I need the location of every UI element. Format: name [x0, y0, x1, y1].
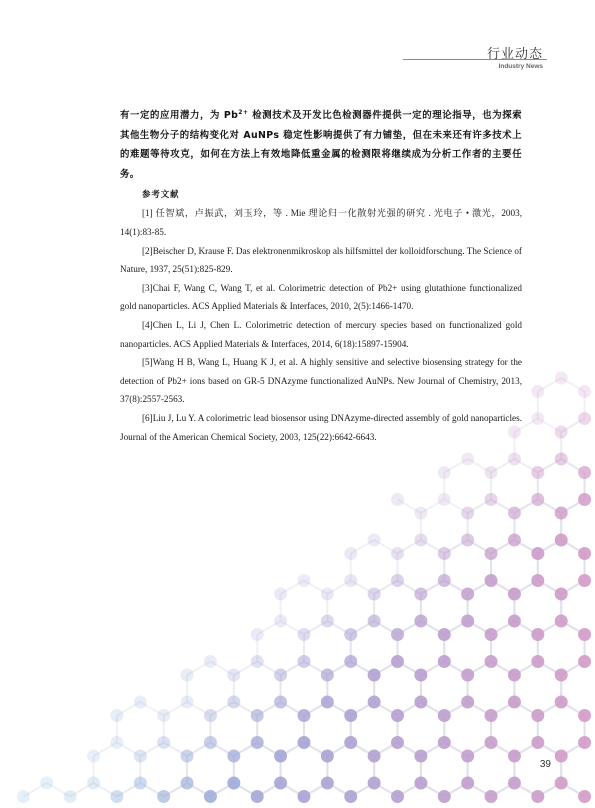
lattice-node: [555, 615, 568, 628]
reference-item: [4]Chen L, Li J, Chen L. Colorimetric detection of mercury species based on functionalized gold nanoparticles. ACS Applied Materials & Interfaces, 2014, 6(18):15897-15904.: [120, 319, 522, 349]
lattice-node: [274, 777, 287, 790]
lattice-node: [391, 736, 404, 749]
lattice-node: [578, 628, 591, 641]
lattice-node: [297, 574, 310, 587]
lattice-node: [368, 750, 381, 763]
lattice-node: [204, 709, 217, 722]
lattice-node: [321, 669, 334, 682]
header-rule: [403, 59, 547, 60]
lattice-node: [297, 628, 310, 641]
lattice-node: [508, 777, 521, 790]
lattice-node: [227, 750, 240, 763]
lattice-node: [438, 547, 451, 560]
lattice-node: [344, 790, 357, 803]
lattice-node: [438, 790, 451, 803]
lattice-node: [321, 588, 334, 601]
lattice-node: [414, 534, 427, 547]
article-content: [120, 106, 522, 446]
lattice-node: [204, 736, 217, 749]
lattice-node: [531, 790, 544, 803]
lattice-node: [297, 790, 310, 803]
lattice-node: [555, 534, 568, 547]
lattice-node: [157, 736, 170, 749]
lattice-node: [578, 385, 591, 398]
lattice-node: [531, 385, 544, 398]
superscript-charge: 2+: [238, 108, 249, 116]
lattice-node: [344, 655, 357, 668]
lattice-node: [485, 655, 498, 668]
lattice-node: [461, 696, 474, 709]
lattice-node: [578, 736, 591, 749]
lattice-node: [438, 709, 451, 722]
lattice-node: [461, 507, 474, 520]
lattice-node: [438, 493, 451, 506]
lattice-node: [251, 655, 264, 668]
lattice-node: [391, 655, 404, 668]
lattice-node: [110, 709, 123, 722]
lattice-node: [531, 736, 544, 749]
lattice-node: [204, 655, 217, 668]
lattice-node: [414, 750, 427, 763]
lattice-node: [578, 574, 591, 587]
lattice-node: [461, 453, 474, 466]
lattice-node: [344, 628, 357, 641]
lattice-node: [181, 669, 194, 682]
lattice-node: [508, 588, 521, 601]
lattice-node: [578, 466, 591, 479]
lattice-node: [508, 534, 521, 547]
lattice-node: [438, 628, 451, 641]
lattice-node: [485, 628, 498, 641]
lattice-node: [555, 777, 568, 790]
lattice-node: [274, 669, 287, 682]
lattice-node: [555, 750, 568, 763]
reference-item: [2]Beischer D, Krause F. Das elektronenmikroskop als hilfsmittel der kolloidforschung. The Science of Nature, 1937, 25(51):825-829.: [120, 245, 522, 275]
lattice-node: [555, 588, 568, 601]
lattice-node: [555, 507, 568, 520]
lattice-node: [555, 696, 568, 709]
lattice-node: [134, 750, 147, 763]
lattice-node: [227, 777, 240, 790]
lattice-node: [251, 709, 264, 722]
lattice-node: [555, 426, 568, 439]
lattice-node: [414, 777, 427, 790]
lattice-node: [508, 507, 521, 520]
lattice-node: [578, 790, 591, 803]
reference-item: [6]Liu J, Lu Y. A colorimetric lead biosensor using DNAzyme-directed assembly of gold nanoparticles. Journal of the American Chemical Society, 2003, 125(22):6642-6643.: [120, 412, 522, 442]
lattice-node: [251, 628, 264, 641]
lattice-node: [485, 709, 498, 722]
lattice-node: [531, 412, 544, 425]
lattice-node: [344, 736, 357, 749]
page-header-subtitle: Industry News: [498, 63, 543, 70]
page-header-title: 行业动态: [486, 47, 543, 62]
lattice-node: [274, 615, 287, 628]
reference-item: [5]Wang H B, Wang L, Huang K J, et al. A highly sensitive and selective biosensing strategy for the detection of Pb2+ ions based on GR-5 DNAzyme functionalized AuNPs. New Journal of Chemistry, 2013, 37(8):2557-2563.: [120, 357, 522, 405]
lattice-node: [87, 777, 100, 790]
lattice-node: [321, 696, 334, 709]
lattice-node: [391, 493, 404, 506]
lattice-node: [485, 493, 498, 506]
lattice-node: [110, 736, 123, 749]
lattice-node: [391, 628, 404, 641]
lattice-node: [368, 696, 381, 709]
lattice-node: [64, 790, 77, 803]
lattice-node: [461, 669, 474, 682]
lattice-node: [485, 574, 498, 587]
paragraph-text-start: 有一定的应用潜力，为 Pb: [120, 110, 239, 121]
lattice-node: [227, 696, 240, 709]
lattice-node: [297, 655, 310, 668]
lattice-node: [204, 790, 217, 803]
lattice-node: [391, 574, 404, 587]
lattice-node: [344, 547, 357, 560]
lattice-node: [531, 655, 544, 668]
lattice-node: [368, 777, 381, 790]
lattice-node: [181, 777, 194, 790]
lattice-node: [438, 466, 451, 479]
page-number: 39: [539, 759, 551, 770]
lattice-node: [414, 615, 427, 628]
lattice-node: [461, 777, 474, 790]
lattice-node: [531, 466, 544, 479]
lattice-node: [508, 615, 521, 628]
lattice-node: [274, 750, 287, 763]
lattice-node: [391, 709, 404, 722]
lattice-node: [414, 588, 427, 601]
lattice-node: [555, 669, 568, 682]
lattice-node: [181, 750, 194, 763]
lattice-node: [578, 412, 591, 425]
lattice-node: [368, 534, 381, 547]
lattice-node: [134, 696, 147, 709]
lattice-node: [17, 790, 30, 803]
lattice-node: [321, 750, 334, 763]
lattice-node: [297, 736, 310, 749]
lattice-node: [555, 453, 568, 466]
lattice-node: [485, 736, 498, 749]
lattice-node: [508, 696, 521, 709]
lattice-node: [157, 790, 170, 803]
lattice-node: [368, 588, 381, 601]
lattice-node: [274, 696, 287, 709]
lattice-node: [461, 588, 474, 601]
lattice-node: [87, 750, 100, 763]
lattice-node: [578, 655, 591, 668]
lattice-node: [578, 493, 591, 506]
lattice-node: [110, 790, 123, 803]
lattice-node: [344, 709, 357, 722]
reference-item: [3]Chai F, Wang C, Wang T, et al. Colorimetric detection of Pb2+ using glutathione functionalized gold nanoparticles. ACS Applied Materials & Interfaces, 2010, 2(5):1466-1470.: [120, 282, 522, 312]
lattice-node: [578, 709, 591, 722]
lattice-node: [181, 696, 194, 709]
lattice-node: [508, 750, 521, 763]
lattice-node: [508, 669, 521, 682]
lattice-node: [485, 466, 498, 479]
lattice-node: [251, 790, 264, 803]
lattice-node: [40, 777, 53, 790]
lattice-node: [414, 669, 427, 682]
body-paragraph: [120, 106, 522, 184]
reference-item: [1] 任智斌，卢振武，刘玉玲，等 . Mie 理论归一化散射光强的研究 . 光电子 • 激光，2003, 14(1):83-85.: [120, 208, 522, 237]
lattice-node: [321, 777, 334, 790]
lattice-node: [134, 777, 147, 790]
references-heading: 参考文献: [142, 189, 180, 200]
lattice-node: [531, 709, 544, 722]
lattice-node: [461, 534, 474, 547]
lattice-node: [274, 588, 287, 601]
lattice-node: [438, 655, 451, 668]
lattice-node: [227, 669, 240, 682]
lattice-node: [485, 547, 498, 560]
lattice-node: [461, 750, 474, 763]
lattice-node: [368, 615, 381, 628]
lattice-node: [368, 669, 381, 682]
lattice-node: [485, 790, 498, 803]
lattice-node: [321, 615, 334, 628]
lattice-node: [414, 696, 427, 709]
lattice-node: [531, 628, 544, 641]
lattice-node: [531, 574, 544, 587]
lattice-node: [461, 615, 474, 628]
lattice-node: [391, 790, 404, 803]
lattice-node: [414, 507, 427, 520]
lattice-node: [438, 574, 451, 587]
lattice-node: [391, 547, 404, 560]
lattice-node: [157, 709, 170, 722]
lattice-node: [531, 493, 544, 506]
lattice-node: [555, 372, 568, 385]
paragraph-text-rest: 检测技术及开发比色检测器件提供一定的理论指导，也为探索其他生物分子的结构变化对 AuNPs 稳定性影响提供了有力铺垫，但在未来还有许多技术上的难题等待攻克，如何在方法上有效地降低重金属的检测限将继续成为分析工作者的主要任务。: [120, 110, 523, 180]
lattice-node: [438, 736, 451, 749]
lattice-node: [578, 547, 591, 560]
lattice-node: [508, 453, 521, 466]
lattice-node: [531, 547, 544, 560]
lattice-node: [297, 709, 310, 722]
lattice-node: [344, 574, 357, 587]
lattice-node: [251, 736, 264, 749]
